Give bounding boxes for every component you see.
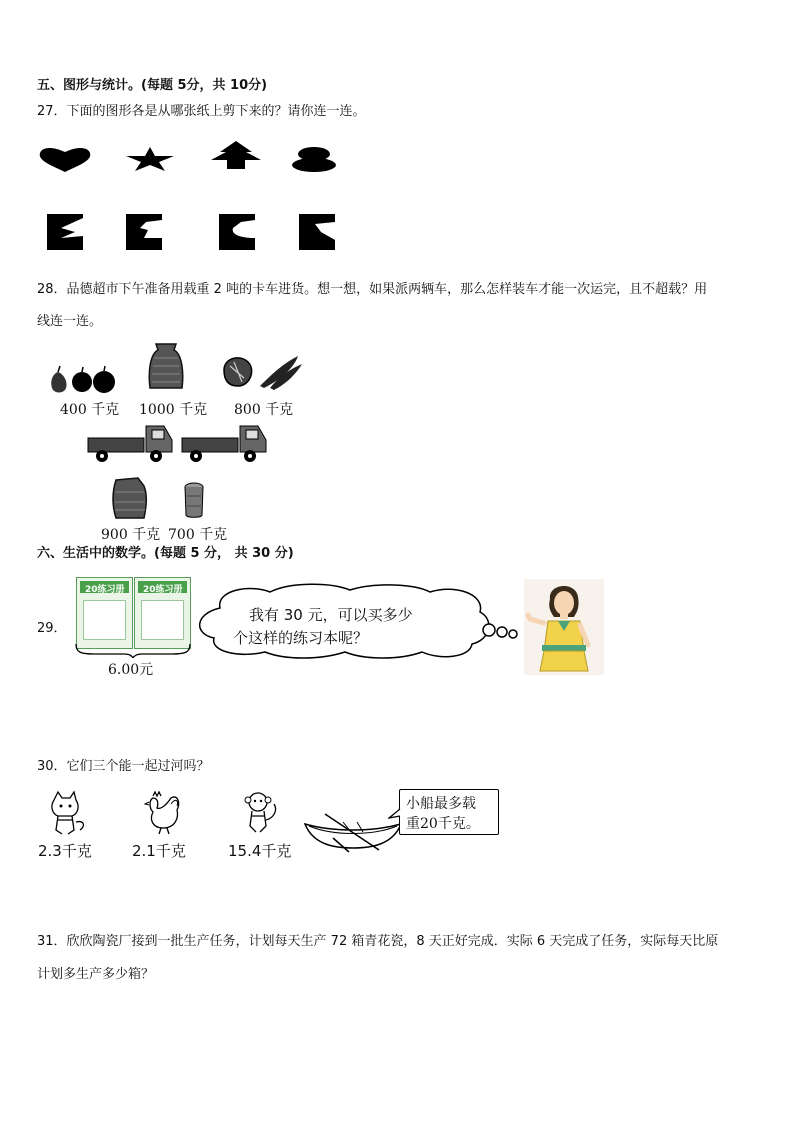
cut-paper-3-icon (219, 214, 255, 250)
vegetables-icon (220, 352, 304, 392)
girl-illustration (524, 579, 604, 675)
price-bracket (74, 642, 192, 658)
goods-weight-4: 900 千克 (101, 527, 161, 543)
bucket-icon (183, 482, 205, 520)
animal-weight-3: 15.4千克 (228, 842, 292, 860)
section-six-title: 六、生活中的数学。(每题 5 分， 共 30 分) (37, 546, 294, 561)
boat-note-line1: 小船最多载 (406, 796, 476, 812)
question-31-line2: 计划多生产多少箱？ (37, 967, 155, 982)
book-cover-label: 20练习册 (143, 585, 183, 595)
question-28-line1: 28．品德超市下午准备用载重 2 吨的卡车进货。想一想，如果派两辆车，那么怎样装车才能一次运完，且不超载？用 (37, 282, 708, 297)
truck-icon (86, 422, 174, 464)
truck-icon (180, 422, 268, 464)
note-pointer (388, 808, 402, 820)
animal-weight-1: 2.3千克 (38, 842, 92, 860)
goods-weight-5: 700 千克 (168, 527, 228, 543)
rooster-icon (141, 790, 185, 836)
question-31-line1: 31．欣欣陶瓷厂接到一批生产任务，计划每天生产 72 箱青花瓷，8 天正好完成．实际 6 天完成了任务，实际每天比原 (37, 934, 719, 949)
cat-icon (44, 790, 88, 838)
bubble-text-line2: 个这样的练习本呢？ (233, 629, 369, 647)
sack-icon (110, 476, 150, 520)
question-28-line2: 线连一连。 (37, 314, 103, 329)
goods-weight-1: 400 千克 (60, 402, 120, 418)
question-29-number: 29． (37, 621, 67, 636)
exercise-book-1 (76, 577, 133, 649)
bubble-text-line1: 我有 30 元，可以买多少 (249, 606, 413, 624)
heart-icon (38, 146, 92, 174)
fruit-icon (48, 364, 120, 394)
sack-icon (146, 342, 186, 392)
exercise-book-2 (134, 577, 191, 649)
goods-weight-2: 1000 千克 (139, 402, 208, 418)
boat-capacity-note (399, 789, 499, 835)
question-30: 30．它们三个能一起过河吗？ (37, 759, 210, 774)
goods-weight-3: 800 千克 (234, 402, 294, 418)
cut-paper-1-icon (47, 214, 83, 250)
star-icon (125, 146, 175, 172)
arrow-up-icon (209, 140, 263, 170)
section-five-title: 五、图形与统计。(每题 5分，共 10分) (37, 78, 268, 93)
book-price: 6.00元 (108, 662, 154, 678)
boat-note-line2: 重20千克。 (406, 816, 480, 832)
monkey-icon (240, 790, 280, 836)
mushroom-icon (291, 145, 337, 173)
cut-paper-2-icon (126, 214, 162, 250)
cut-paper-4-icon (299, 214, 335, 250)
animal-weight-2: 2.1千克 (132, 842, 186, 860)
book-cover-label: 20练习册 (85, 585, 125, 595)
question-27: 27．下面的图形各是从哪张纸上剪下来的？请你连一连。 (37, 104, 366, 119)
